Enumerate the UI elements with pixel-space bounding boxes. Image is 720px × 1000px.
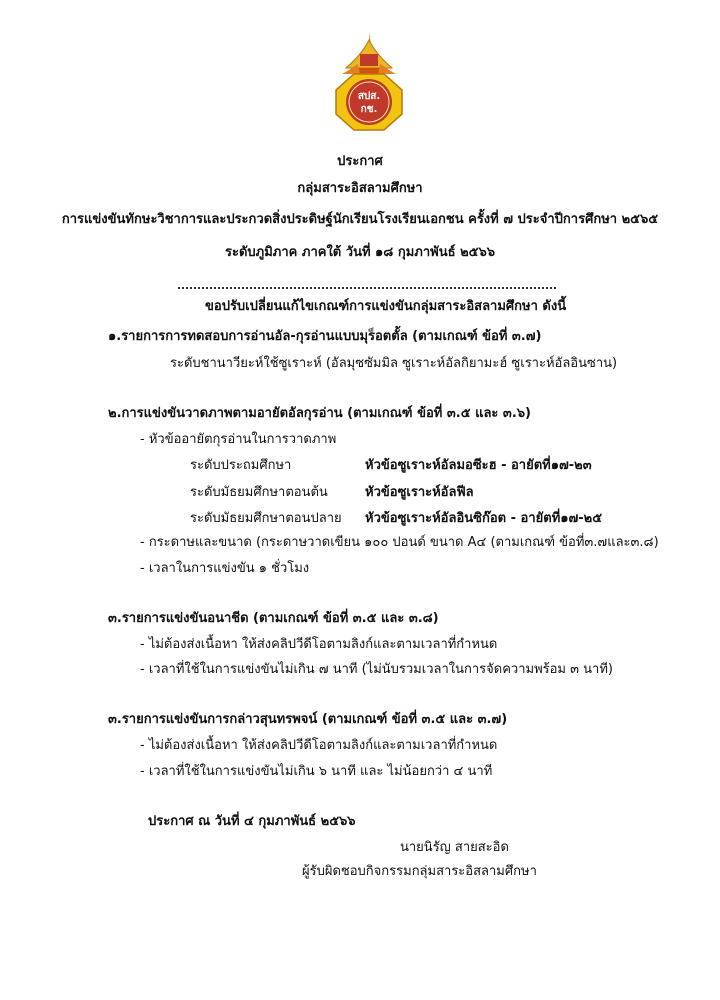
- intro-text: ขอปรับเปลี่ยนแก้ไขเกณฑ์การแข่งขันกลุ่มสาระอิสลามศึกษา ดังนี้: [205, 299, 567, 314]
- section-2-title: ๒.การแข่งขันวาดภาพตามอายัตอัลกุรอ่าน (ตามเกณฑ์ ข้อที่ ๓.๕ และ ๓.๖): [108, 406, 531, 421]
- section-1-title: ๑.รายการการทดสอบการอ่านอัล-กุรอ่านแบบมุร็อตตั้ล (ตามเกณฑ์ ข้อที่ ๓.๗): [108, 329, 542, 344]
- competition-date: ระดับภูมิภาค ภาคใต้ วันที่ ๑๘ กุมภาพันธ์ ๒๕๖๖: [225, 245, 495, 260]
- school-association-emblem-icon: [330, 30, 408, 134]
- section-4-bullet-1: - ไม่ต้องส่งเนื้อหา ให้ส่งคลิปวีดีโอตามลิงก์และตามเวลาที่กำหนด: [140, 738, 498, 753]
- section-1-body: ระดับชานาวียะห์ใช้ซูเราะห์ (อัลมุซซัมมิล ซูเราะห์อัลกิยามะฮ์ ซูเราะห์อัลอินซาน): [170, 356, 618, 371]
- emblem-text-top: สปส.: [357, 91, 381, 102]
- section-4-bullet-2: - เวลาที่ใช้ในการแข่งขันไม่เกิน ๖ นาที และ ไม่น้อยกว่า ๔ นาที: [140, 764, 493, 779]
- announcement-heading: ประกาศ: [337, 154, 383, 169]
- section-3-title: ๓.รายการแข่งขันอนาชีด (ตามเกณฑ์ ข้อที่ ๓.๕ และ ๓.๘): [108, 611, 439, 626]
- dotted-divider: [178, 287, 556, 289]
- level-lower-secondary-topic: หัวข้อซูเราะห์อัลฟีล: [365, 485, 474, 500]
- signer-role: ผู้รับผิดชอบกิจกรรมกลุ่มสาระอิสลามศึกษา: [302, 864, 537, 879]
- section-3-bullet-2: - เวลาที่ใช้ในการแข่งขันไม่เกิน ๗ นาที (ไม่นับรวมเวลาในการจัดความพร้อม ๓ นาที): [140, 662, 613, 677]
- section-4-title: ๓.รายการแข่งขันการกล่าวสุนทรพจน์ (ตามเกณฑ์ ข้อที่ ๓.๕ และ ๓.๗): [108, 712, 508, 727]
- section-2-time: - เวลาในการแข่งขัน ๑ ชั่วโมง: [140, 561, 310, 576]
- department-heading: กลุ่มสาระอิสลามศึกษา: [297, 181, 423, 196]
- signer-name: นายนิรัญ สายสะอิด: [400, 840, 509, 855]
- competition-title: การแข่งขันทักษะวิชาการและประกวดสิ่งประดิษฐ์นักเรียนโรงเรียนเอกชน ครั้งที่ ๗ ประจำปีการศึกษา ๒๕๖๕: [61, 212, 659, 227]
- level-primary: ระดับประถมศึกษา: [190, 458, 292, 473]
- emblem-text-bottom: กช.: [360, 104, 378, 115]
- section-2-topic: - หัวข้ออายัตกุรอ่านในการวาดภาพ: [140, 432, 337, 447]
- section-3-bullet-1: - ไม่ต้องส่งเนื้อหา ให้ส่งคลิปวีดีโอตามลิงก์และตามเวลาที่กำหนด: [140, 637, 498, 652]
- level-upper-secondary: ระดับมัธยมศึกษาตอนปลาย: [190, 511, 342, 526]
- level-lower-secondary: ระดับมัธยมศึกษาตอนต้น: [190, 485, 328, 500]
- announcement-date: ประกาศ ณ วันที่ ๔ กุมภาพันธ์ ๒๕๖๖: [148, 814, 356, 829]
- section-2-paper: - กระดาษและขนาด (กระดาษวาดเขียน ๑๐๐ ปอนด์ ขนาด A๔ (ตามเกณฑ์ ข้อที่๓.๗และ๓.๘): [140, 535, 659, 550]
- level-primary-topic: หัวข้อซูเราะห์อัลมอซีะฮ - อายัตที่๑๗-๒๓: [365, 458, 592, 473]
- level-upper-secondary-topic: หัวข้อซูเราะห์อัลอินซิก๊อต - อายัตที่๑๗-๒๕: [365, 511, 603, 526]
